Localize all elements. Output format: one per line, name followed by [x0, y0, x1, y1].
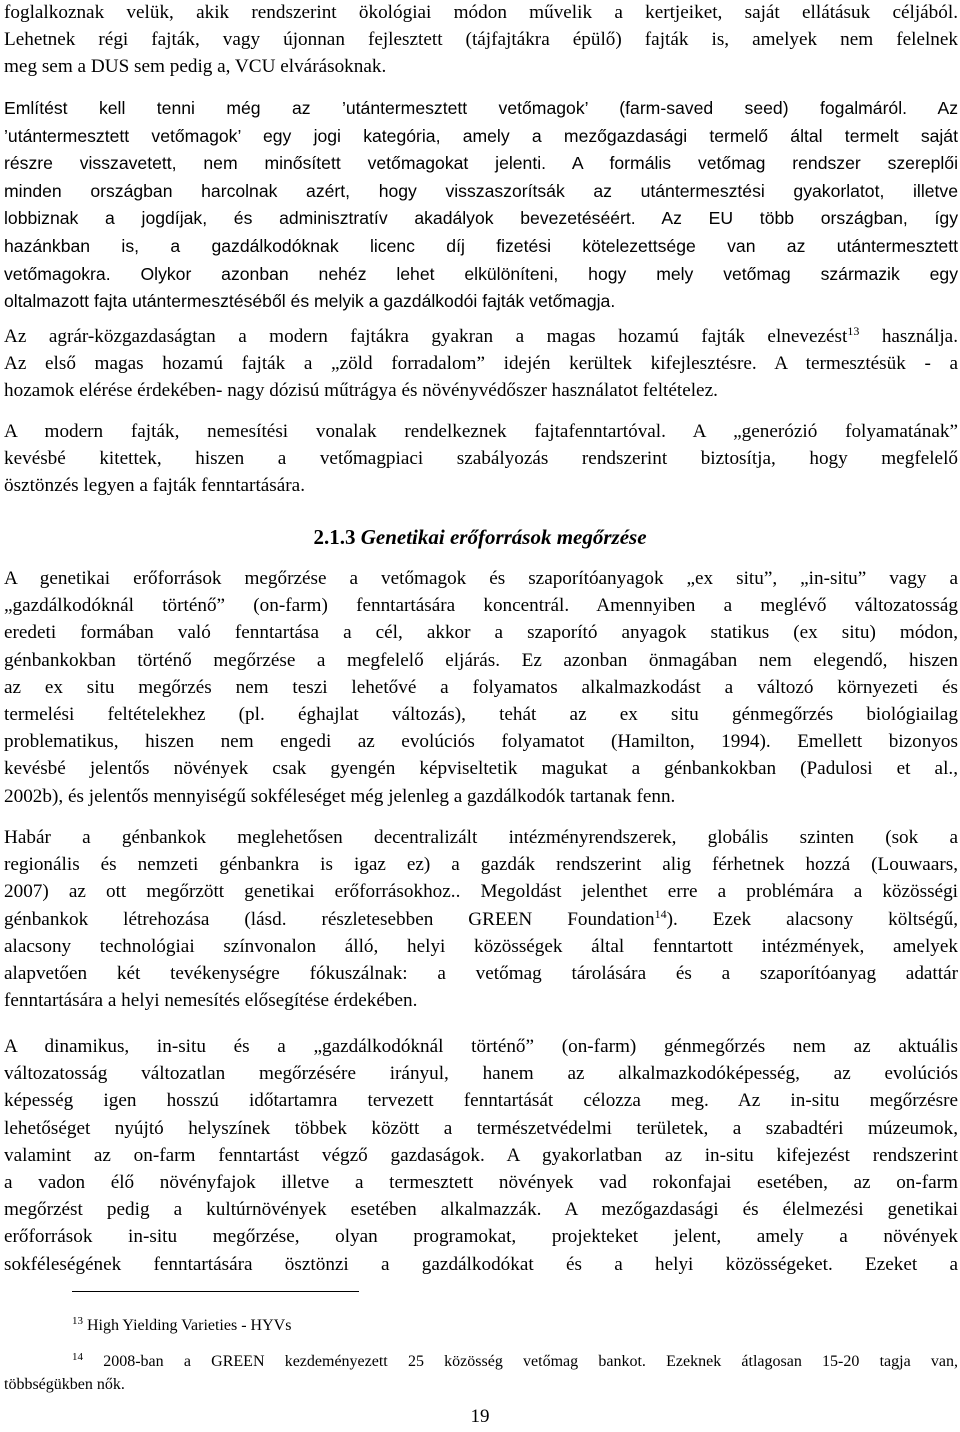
text-line: A modern fajták, nemesítési vonalak rendelkeznek fajtafenntartóval. A „generózió folyamatának” [4, 421, 958, 442]
text-line: változatosság változatlan megőrzésére irányul, hanem az alkalmazkodóképesség, az evolúciós [4, 1063, 958, 1085]
text-fragment: génbankok létrehozása (lásd. részletesebben GREEN Foundation [4, 908, 655, 930]
footnote-text: High Yielding Varieties - HYVs [83, 1317, 292, 1334]
text-line: génbankokban történő megőrzése a megfelelő eljárás. Ez azonban önmagában nem elegendő, hiszen [4, 649, 958, 671]
text-line: kevésbé jelentős növények csak gyengén képviseltetik magukat a génbankokban (Padulosi et al., [4, 758, 958, 780]
text-line: problematikus, hiszen nem engedi az evolúciós folyamatot (Hamilton, 1994). Emellett bizonyos [4, 731, 958, 753]
text-line: Habár a génbankok meglehetősen decentralizált intézményrendszerek, globális szinten (sok a [4, 827, 958, 848]
text-line: erőforrások in-situ megőrzése, olyan programokat, projekteket jelent, amely a növények [4, 1226, 958, 1248]
paragraph-farm-saved-seed [4, 95, 958, 316]
text-line: ösztönzés legyen a fajták fenntartására. [4, 475, 305, 497]
section-number: 2.1.3 [313, 525, 356, 549]
section-title: Genetikai erőforrások megőrzése [360, 525, 647, 549]
text-line: alapvetően két tevékenységre fókuszálnak: a vetőmag tárolására és a szaporítóanyag adattár [4, 963, 958, 985]
text-line: az ex situ megőrzés nem teszi lehetővé a folyamatos alkalmazkodást a változó környezeti és [4, 676, 958, 698]
text-line: vetőmagokra. Olykor azonban nehéz lehet elkülöníteni, hogy mely vetőmag származik egy [4, 263, 958, 284]
text-line [4, 906, 958, 933]
footnote-ref-14[interactable]: 14 [654, 906, 667, 921]
text-fragment: használja. [859, 326, 958, 347]
text-line: Említést kell tenni még az ’utántermesztett vetőmagok’ (farm-saved seed) fogalmáról. Az [4, 98, 958, 118]
footnote-mark: 14 [72, 1351, 83, 1363]
footnote-13 [72, 1314, 291, 1337]
text-line: hazánkban is, a gazdálkodóknak licenc díj fizetési kötelezettsége van az utántermesztett [4, 235, 958, 256]
paragraph-in-situ [4, 1033, 958, 1278]
text-line [4, 323, 958, 350]
paragraph-modern-varieties [4, 418, 958, 500]
paragraph-high-yielding [4, 323, 958, 405]
footnote-line [4, 1350, 958, 1373]
text-line: 2007) az ott megőrzött genetikai erőforrásokhoz.. Megoldást jelenthet erre a problémára a közösségi [4, 881, 958, 903]
footnote-text: 2008-ban a GREEN kezdeményezett 25 közösség vetőmag bankot. Ezeknek átlagosan 15-20 tagja van, [83, 1353, 958, 1370]
text-line: a vadon élő növényfajok illetve a termesztett növények vad rokonfajai esetében, az on-farm [4, 1172, 958, 1194]
text-line: kevésbé kitettek, hiszen a vetőmagpiaci szabályozás rendszerint biztosítja, hogy megfelelő [4, 448, 958, 470]
text-line: Lehetnek régi fajták, vagy újonnan fejlesztett (tájfajtákra épülő) fajták is, amelyek nem felelnek [4, 29, 958, 51]
text-line: „gazdálkodóknál történő” (on-farm) fenntartására koncentrál. Amennyiben a meglévő változatosság [4, 595, 958, 617]
text-line: minden országban harcolnak azért, hogy visszaszorítsák az utántermesztési gyakorlatot, illetve [4, 180, 958, 201]
text-line: valamint az on-farm fenntartást végző gazdaságok. A gyakorlatban az in-situ kifejezést rendszerint [4, 1144, 958, 1166]
footnote-ref-13[interactable]: 13 [847, 324, 860, 338]
section-heading [0, 522, 960, 552]
text-line: Az első magas hozamú fajták a „zöld forradalom” idején kerültek kifejlesztésre. A termesztésük - a [4, 353, 958, 375]
text-line: megőrzést pedig a kultúrnövények esetében alkalmazzák. A mezőgazdasági és élelmezési genetikai [4, 1199, 958, 1221]
text-line: 2002b), és jelentős mennyiségű sokféleséget még jelenleg a gazdálkodók tartanak fenn. [4, 785, 676, 807]
paragraph-gene-banks [4, 824, 958, 1014]
footnote-14 [4, 1350, 958, 1396]
footnote-separator [72, 1291, 359, 1292]
text-line: regionális és nemzeti génbankra is igaz ez) a gazdák rendszerint alig férhetnek hozzá (Louwaars, [4, 854, 958, 876]
text-fragment: ). Ezek alacsony költségű, [666, 908, 958, 930]
text-line: foglalkoznak velük, akik rendszerint ökológiai módon művelik a kertjeiket, saját ellátásuk céljából. [4, 2, 958, 23]
text-line: A dinamikus, in-situ és a „gazdálkodóknál történő” (on-farm) génmegőrzés nem az aktuális [4, 1036, 958, 1057]
text-line: oltalmazott fajta utántermesztéséből és melyik a gazdálkodói fajták vetőmagja. [4, 291, 616, 312]
paragraph-genetic-resources [4, 565, 958, 810]
text-fragment: Az agrár-közgazdaságtan a modern fajtákra gyakran a magas hozamú fajták elnevezést [4, 326, 848, 347]
text-line: meg sem a DUS sem pedig a, VCU elvárásoknak. [4, 56, 387, 78]
footnote-mark: 13 [72, 1315, 83, 1327]
text-line: képesség igen hosszú időtartamra tervezett fenntartását célozza meg. Az in-situ megőrzésre [4, 1090, 958, 1112]
text-line: A genetikai erőforrások megőrzése a vetőmagok és szaporítóanyagok „ex situ”, „in-situ” vagy a [4, 568, 958, 589]
text-line: alacsony technológiai színvonalon álló, helyi közösségek által fenntartott intézmények, amelyek [4, 935, 958, 957]
text-line: termelési feltételekhez (pl. éghajlat változás), tehát az ex situ génmegőrzés biológiailag [4, 704, 958, 726]
footnote-line: többségükben nők. [4, 1376, 125, 1393]
text-line: lobbiznak a jogdíjak, és adminisztratív akadályok bevezetéséért. Az EU több országban, így [4, 208, 958, 229]
text-line: ’utántermesztett vetőmagok’ egy jogi kategória, amely a mezőgazdasági termelő által termelt saját [4, 125, 958, 146]
text-line: részre visszavetett, nem minősített vetőmagokat jelenti. A formális vetőmag rendszer szereplői [4, 153, 958, 174]
text-line: hozamok elérése érdekében- nagy dózisú műtrágya és növényvédőszer használatot feltételez. [4, 380, 718, 402]
text-line: eredeti formában való fenntartása a cél, akkor a szaporító anyagok statikus (ex situ) módon, [4, 622, 958, 644]
text-line: lehetőséget nyújtó helyszínek többek között a természetvédelmi területek, a szabadtéri múzeumok, [4, 1117, 958, 1139]
text-line: fenntartására a helyi nemesítés elősegítése érdekében. [4, 990, 418, 1012]
page-number: 19 [470, 1406, 490, 1427]
text-line: sokféleségének fenntartására ösztönzi a gazdálkodókat és a helyi közösségeket. Ezeket a [4, 1253, 958, 1275]
paragraph-intro-continuation [4, 0, 958, 81]
